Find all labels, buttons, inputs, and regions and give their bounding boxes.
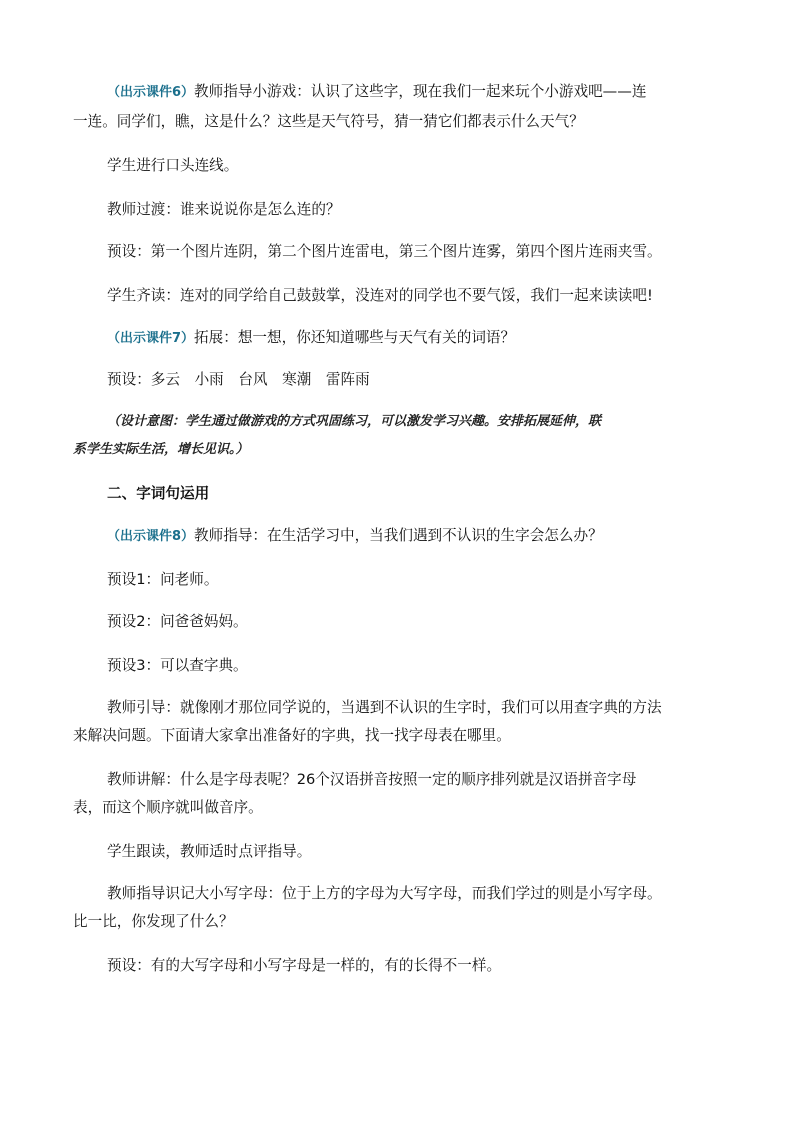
paragraph <box>107 196 719 224</box>
paragraph-text: 预设1：问老师。 <box>107 571 219 588</box>
paragraph-text: 拓展：想一想，你还知道哪些与天气有关的词语？ <box>194 329 516 346</box>
paragraph-text: 预设3：可以查字典。 <box>107 657 248 674</box>
paragraph-text: 学生进行口头连线。 <box>107 157 239 174</box>
paragraph-text: 教师指导识记大小写字母：位于上方的字母为大写字母，而我们学过的则是小写字母。 <box>107 885 662 902</box>
paragraph-text: 教师指导小游戏：认识了这些字，现在我们一起来玩个小游戏吧——连 <box>194 83 647 100</box>
paragraph-text: 预设：有的大写字母和小写字母是一样的，有的长得不一样。 <box>107 957 502 974</box>
section-heading-text: 二、字词句运用 <box>107 485 210 502</box>
paragraph <box>107 566 719 594</box>
paragraph-text-cont: 来解决问题。下面请大家拿出准备好的字典，找一找字母表在哪里。 <box>73 727 511 744</box>
design-intent-text-cont: 系学生实际生活，增长见识。） <box>73 442 249 457</box>
paragraph-text-cont: 一连。同学们，瞧，这是什么？这些是天气符号，猜一猜它们都表示什么天气？ <box>73 113 584 130</box>
design-intent-continuation <box>73 436 733 464</box>
paragraph <box>107 652 719 680</box>
paragraph <box>107 766 719 794</box>
paragraph-text: 学生跟读，教师适时点评指导。 <box>107 843 312 860</box>
paragraph-text: 教师过渡：谁来说说你是怎么连的？ <box>107 201 341 218</box>
paragraph <box>107 880 719 908</box>
paragraph-text: 教师讲解：什么是字母表呢？26个汉语拼音按照一定的顺序排列就是汉语拼音字母 <box>107 771 637 788</box>
paragraph-courseware-7 <box>107 324 719 353</box>
paragraph <box>107 282 747 310</box>
paragraph <box>107 608 719 636</box>
courseware-tag: （出示课件6） <box>107 85 195 100</box>
paragraph-text: 教师引导：就像刚才那位同学说的，当遇到不认识的生字时，我们可以用查字典的方法 <box>107 699 662 716</box>
paragraph-continuation <box>73 108 733 136</box>
design-intent <box>107 408 719 436</box>
courseware-tag: （出示课件7） <box>107 331 195 346</box>
paragraph-text: 预设：多云 小雨 台风 寒潮 雷阵雨 <box>107 371 370 388</box>
paragraph-courseware-8 <box>107 522 719 551</box>
paragraph <box>107 366 719 394</box>
paragraph <box>107 238 747 266</box>
paragraph-text-cont: 比一比，你发现了什么？ <box>73 913 234 930</box>
paragraph-text: 教师指导：在生活学习中，当我们遇到不认识的生字会怎么办？ <box>194 527 603 544</box>
paragraph-text: 学生齐读：连对的同学给自己鼓鼓掌，没连对的同学也不要气馁，我们一起来读读吧! <box>107 287 653 304</box>
paragraph-continuation <box>73 908 733 936</box>
paragraph-continuation <box>73 794 733 822</box>
courseware-tag: （出示课件8） <box>107 529 195 544</box>
paragraph-courseware-6 <box>107 78 719 107</box>
paragraph-continuation <box>73 722 733 750</box>
paragraph <box>107 952 719 980</box>
paragraph-text-cont: 表，而这个顺序就叫做音序。 <box>73 799 263 816</box>
design-intent-text: （设计意图：学生通过做游戏的方式巩固练习，可以激发学习兴趣。安排拓展延伸，联 <box>107 414 602 429</box>
paragraph-text: 预设2：问爸爸妈妈。 <box>107 613 248 630</box>
paragraph <box>107 152 719 180</box>
paragraph-text: 预设：第一个图片连阴，第二个图片连雷电，第三个图片连雾，第四个图片连雨夹雪。 <box>107 243 662 260</box>
section-heading <box>107 480 719 508</box>
paragraph <box>107 838 719 866</box>
paragraph <box>107 694 719 722</box>
